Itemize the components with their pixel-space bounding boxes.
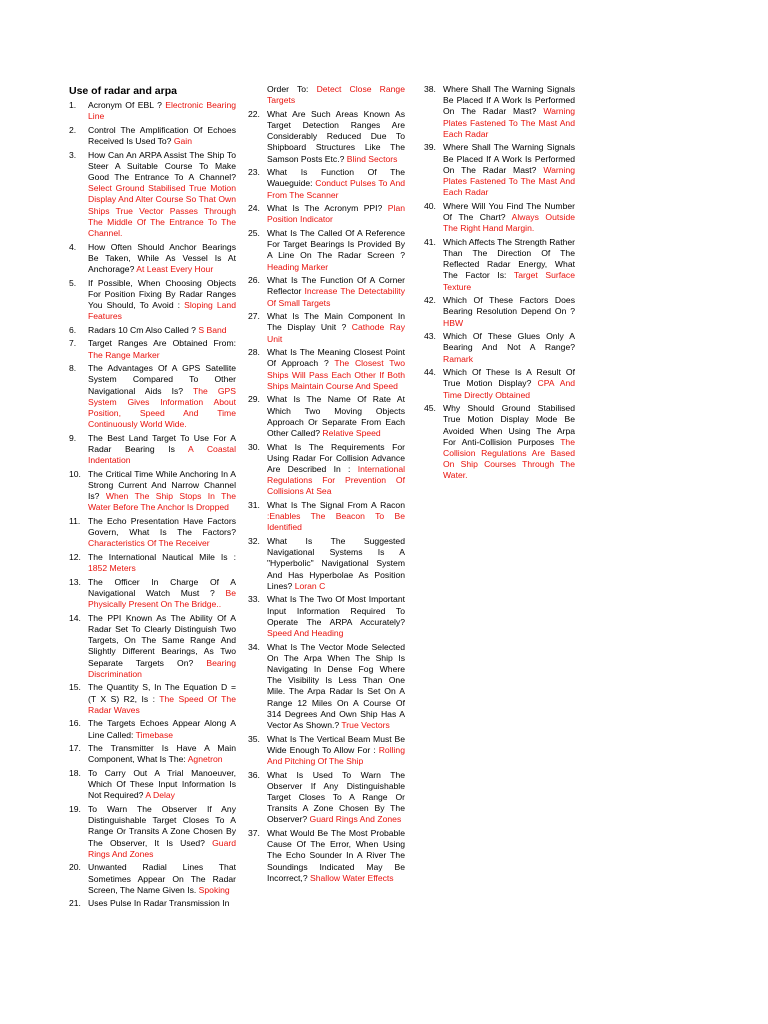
question-text: The Quantity S, In The Equation D = (T X S) R2, Is : bbox=[88, 682, 236, 704]
question-number: 27. bbox=[248, 311, 260, 322]
question-number: 22. bbox=[248, 108, 260, 119]
question-item bbox=[424, 367, 575, 401]
question-text: Which Of These Is A Result Of True Motion Display? bbox=[443, 367, 575, 389]
question-item bbox=[69, 100, 236, 122]
answer-text: Sloping Land Features bbox=[88, 300, 236, 322]
question-text: The Echo Presentation Have Factors Govern, What Is The Factors? bbox=[88, 516, 236, 538]
question-item bbox=[248, 228, 405, 273]
question-text: The Advantages Of A GPS Satellite System Compared To Other Navigational Aids Is? bbox=[88, 363, 236, 396]
question-text: What Are Such Areas Known As Target Detection Ranges Are Considerably Reduced Due To Shipboard Structures Like The Samson Posts Etc.? bbox=[267, 108, 405, 164]
question-item bbox=[248, 500, 405, 534]
question-text: The Transmitter Is Have A Main Component, What Is The: bbox=[88, 743, 236, 765]
question-text: Which Of These Factors Does Bearing Resolution Depend On ? bbox=[443, 295, 575, 317]
answer-text: Timebase bbox=[135, 729, 174, 740]
question-text: The Critical Time While Anchoring In A Strong Current And Narrow Channel Is? bbox=[88, 468, 236, 502]
question-number: 42. bbox=[424, 295, 436, 306]
question-text: Acronym Of EBL ? bbox=[88, 100, 162, 110]
question-text: What Is The Signal From A Racon bbox=[267, 500, 405, 511]
answer-text: Shallow Water Effects bbox=[310, 872, 394, 883]
answer-text: The Speed Of The Radar Waves bbox=[88, 693, 236, 715]
column-2 bbox=[248, 84, 405, 886]
answer-text: Spoking bbox=[198, 884, 230, 895]
question-number: 34. bbox=[248, 641, 260, 652]
answer-text: The GPS System Gives Information About Position, Speed And Time Continuously World Wide. bbox=[88, 385, 236, 430]
question-item bbox=[69, 718, 236, 740]
question-item bbox=[69, 338, 236, 360]
question-list-3 bbox=[424, 84, 575, 482]
question-item bbox=[248, 536, 405, 592]
question-text: Which Of These Glues Only A Bearing And Not A Range? bbox=[443, 331, 575, 353]
column-1 bbox=[69, 85, 236, 912]
question-text: Where Will You Find The Number Of The Chart? bbox=[443, 200, 575, 223]
question-item bbox=[248, 734, 405, 768]
answer-text: Be Physically Present On The Bridge.. bbox=[88, 588, 236, 610]
question-item bbox=[69, 278, 236, 323]
answer-text: Gain bbox=[173, 136, 192, 146]
question-text: What Is The Vertical Beam Must Be Wide Enough To Allow For : bbox=[267, 733, 405, 755]
question-number: 1. bbox=[69, 100, 77, 110]
question-text: The Officer In Charge Of A Navigational Watch Must ? bbox=[88, 576, 236, 599]
answer-text: The Collision Regulations Are Based On Ship Courses Through The Water. bbox=[443, 436, 575, 481]
answer-text: Bearing Discrimination bbox=[88, 657, 236, 679]
question-number: 24. bbox=[248, 203, 260, 214]
answer-text: Warning Plates Fastened To The Mast And Each Radar bbox=[443, 106, 576, 139]
question-text: How Often Should Anchor Bearings Be Taken, While As Vessel Is At Anchorage? bbox=[88, 241, 236, 275]
answer-text: HBW bbox=[443, 317, 464, 328]
question-item bbox=[248, 311, 405, 345]
question-item bbox=[69, 516, 236, 550]
question-text: What Is The Function Of A Corner Reflector bbox=[267, 275, 405, 297]
answer-text: Blind Sectors bbox=[346, 153, 398, 164]
answer-text: Conduct Pulses To And From The Scanner bbox=[267, 178, 406, 200]
answer-text: Increase The Detectability Of Small Targets bbox=[267, 286, 405, 308]
question-text: To Warn The Observer If Any Distinguishable Target Closes To A Range Or Transits A Zone Chosen By The Observer, It Is Used? bbox=[88, 804, 236, 848]
question-item bbox=[69, 613, 236, 680]
question-number: 4. bbox=[69, 241, 77, 252]
question-number: 13. bbox=[69, 576, 81, 587]
question-item bbox=[69, 862, 236, 896]
answer-text: International Regulations For Prevention Of Collisions At Sea bbox=[267, 464, 406, 497]
question-item bbox=[248, 275, 405, 309]
question-number: 7. bbox=[69, 338, 77, 349]
question-item bbox=[248, 442, 405, 498]
answer-text: A Delay bbox=[145, 790, 175, 801]
question-text: What Is The Requirements For Using Radar For Collision Advance Are Described In : bbox=[267, 441, 405, 475]
answer-text: True Vectors bbox=[341, 720, 390, 731]
question-number: 15. bbox=[69, 682, 81, 693]
question-number: 20. bbox=[69, 862, 81, 873]
question-item bbox=[69, 577, 236, 611]
question-number: 12. bbox=[69, 552, 81, 563]
question-number: 2. bbox=[69, 124, 77, 135]
answer-text: Ramark bbox=[443, 353, 474, 364]
question-text: Why Should Ground Stabilised True Motion Display Mode Be Avoided When Using The Arpa For Anti-Collision Purposes bbox=[443, 403, 575, 447]
question-text: The International Nautical Mile Is : bbox=[88, 552, 236, 563]
answer-text: Rolling And Pitching Of The Ship bbox=[267, 744, 405, 767]
question-text: Unwanted Radial Lines That Sometimes Appear On The Radar Screen, The Name Given Is. bbox=[88, 862, 236, 895]
question-item bbox=[248, 770, 405, 826]
question-number: 17. bbox=[69, 743, 81, 754]
question-number: 35. bbox=[248, 733, 260, 744]
question-item bbox=[248, 109, 405, 165]
question-item bbox=[248, 828, 405, 884]
answer-text: Loran C bbox=[294, 580, 326, 591]
question-text: What Is The Called Of A Reference For Target Bearings Is Provided By A Line On The Radar Screen ? bbox=[267, 228, 405, 261]
question-text: The Best Land Target To Use For A Radar Bearing Is bbox=[88, 432, 236, 455]
question-number: 31. bbox=[248, 500, 260, 511]
answer-text: Plan Position Indicator bbox=[267, 203, 405, 225]
question-item bbox=[424, 237, 575, 293]
question-number: 30. bbox=[248, 441, 260, 452]
question-number: 16. bbox=[69, 718, 81, 729]
question-number: 11. bbox=[69, 516, 81, 527]
question-text: What Is The Meaning Closest Point Of Approach ? bbox=[267, 347, 405, 369]
question-number: 33. bbox=[248, 594, 260, 605]
answer-text: Detect Close Range Targets bbox=[267, 84, 405, 106]
question-item bbox=[424, 201, 575, 235]
question-number: 25. bbox=[248, 228, 260, 238]
question-item bbox=[69, 804, 236, 860]
question-text: What Is The Acronym PPI? bbox=[267, 203, 383, 214]
question-number: 14. bbox=[69, 612, 81, 623]
question-text: Target Ranges Are Obtained From: bbox=[88, 338, 236, 349]
answer-text: Guard Rings And Zones bbox=[309, 814, 402, 825]
answer-text: Relative Speed bbox=[322, 428, 381, 439]
column-3 bbox=[424, 84, 575, 484]
question-number: 28. bbox=[248, 347, 260, 358]
answer-text: Characteristics Of The Receiver bbox=[88, 538, 210, 549]
question-number: 40. bbox=[424, 200, 436, 211]
answer-text: The Range Marker bbox=[88, 349, 160, 360]
question-text: What Is The Two Of Most Important Input Information Required To Operate The ARPA Accurately? bbox=[267, 594, 405, 627]
answer-text: Select Ground Stabilised True Motion Display And Alter Course So That Own Ships True Vector Passes Through The Middle Of The Entrance To The Channel. bbox=[88, 183, 236, 239]
answer-text: Speed And Heading bbox=[267, 628, 344, 639]
question-number: 39. bbox=[424, 142, 436, 153]
question-item bbox=[248, 167, 405, 201]
question-text: How Can An ARPA Assist The Ship To Steer A Suitable Course To Make Good The Entrance To A Channel? bbox=[88, 149, 236, 182]
question-item bbox=[69, 125, 236, 147]
question-item bbox=[69, 743, 236, 765]
question-text: If Possible, When Choosing Objects For Position Fixing By Radar Ranges You Should, To Avoid : bbox=[88, 277, 236, 311]
question-text: The PPI Known As The Ability Of A Radar Set To Clearly Distinguish Two Targets, On The Same Range And Slightly Different Bearings, As Two Separate Targets On? bbox=[88, 612, 236, 668]
question-item bbox=[69, 363, 236, 430]
question-item bbox=[69, 433, 236, 467]
question-item bbox=[248, 594, 405, 639]
answer-text: Electronic Bearing Line bbox=[88, 100, 237, 122]
question-number: 6. bbox=[69, 324, 77, 335]
question-number: 32. bbox=[248, 536, 260, 547]
answer-text: A Coastal Indentation bbox=[88, 444, 236, 466]
question-item bbox=[248, 84, 405, 106]
question-text: What Is Used To Warn The Observer If Any Distinguishable Target Closes To A Range Or Transits A Zone Chosen By The Observer? bbox=[267, 769, 405, 825]
question-number: 29. bbox=[248, 394, 260, 405]
answer-text: Warning Plates Fastened To The Mast And Each Radar bbox=[443, 164, 576, 198]
question-item bbox=[69, 768, 236, 802]
question-item bbox=[424, 84, 575, 140]
question-number: 18. bbox=[69, 768, 81, 779]
question-text: Where Shall The Warning Signals Be Placed If A Work Is Performed On The Radar Mast? bbox=[443, 84, 575, 117]
question-item bbox=[69, 552, 236, 574]
question-number: 21. bbox=[69, 898, 81, 909]
question-text: The Targets Echoes Appear Along A Line Called: bbox=[88, 718, 236, 740]
answer-text: At Least Every Hour bbox=[136, 264, 214, 275]
question-item bbox=[69, 469, 236, 514]
question-text: What Is Function Of The Waueguide: bbox=[267, 167, 405, 189]
question-number: 44. bbox=[424, 367, 436, 378]
question-text: Where Shall The Warning Signals Be Placed If A Work Is Performed On The Radar Mast? bbox=[443, 142, 575, 175]
document-title: Use of radar and arpa bbox=[69, 85, 177, 97]
question-item bbox=[248, 347, 405, 392]
answer-text: 1852 Meters bbox=[88, 563, 136, 574]
question-item bbox=[248, 394, 405, 439]
question-text: What Would Be The Most Probable Cause Of The Error, When Using The Echo Sounder In A River The Soundings Indicated May Be Incorrect,? bbox=[267, 828, 405, 883]
question-text: To Carry Out A Trial Manoeuver, Which Of These Input Information Is Not Required? bbox=[88, 768, 236, 801]
question-item bbox=[69, 242, 236, 276]
question-text: Radars 10 Cm Also Called ? bbox=[88, 324, 196, 335]
question-text: What Is The Name Of Rate At Which Two Moving Objects Approach Or Separate From Each Other Called? bbox=[267, 394, 405, 439]
question-number: 8. bbox=[69, 363, 77, 374]
answer-text: :Enables The Beacon To Be Identified bbox=[267, 511, 405, 533]
question-item bbox=[69, 150, 236, 240]
question-item bbox=[424, 331, 575, 365]
question-number: 43. bbox=[424, 331, 436, 342]
answer-text: S Band bbox=[198, 324, 227, 335]
question-number: 5. bbox=[69, 277, 77, 288]
question-text: Order To: bbox=[267, 84, 309, 94]
answer-text: Always Outside The Right Hand Margin. bbox=[443, 212, 576, 234]
question-number: 3. bbox=[69, 149, 77, 160]
question-item bbox=[424, 142, 575, 198]
answer-text: When The Ship Stops In The Water Before The Anchor Is Dropped bbox=[88, 491, 236, 513]
answer-text: Guard Rings And Zones bbox=[88, 837, 236, 859]
question-list-2 bbox=[248, 84, 405, 884]
question-text: Control The Amplification Of Echoes Received Is Used To? bbox=[88, 124, 236, 146]
answer-text: Agnetron bbox=[187, 754, 223, 765]
question-item bbox=[424, 403, 575, 481]
question-item bbox=[248, 642, 405, 732]
question-number: 23. bbox=[248, 167, 260, 178]
question-number: 9. bbox=[69, 432, 77, 443]
question-text: Uses Pulse In Radar Transmission In bbox=[88, 898, 230, 909]
question-number: 10. bbox=[69, 468, 81, 479]
answer-text: The Closest Two Ships Will Pass Each Other If Both Ships Maintain Course And Speed bbox=[267, 358, 405, 391]
answer-text: Heading Marker bbox=[267, 261, 329, 272]
question-number: 45. bbox=[424, 403, 436, 414]
question-list-1 bbox=[69, 100, 236, 910]
question-item bbox=[69, 898, 236, 909]
question-text: What Is The Suggested Navigational Systems Is A "Hyperbolic" Navigational System And Has Hyperbolae As Position Lines? bbox=[267, 536, 405, 591]
question-number: 37. bbox=[248, 828, 260, 839]
answer-text: Cathode Ray Unit bbox=[267, 322, 405, 344]
question-text: Which Affects The Strength Rather Than The Direction Of The Reflected Radar Energy, What The Factor Is: bbox=[443, 236, 575, 281]
question-number: 41. bbox=[424, 236, 436, 247]
question-text: What Is The Vector Mode Selected On The Arpa When The Ship Is Navigating In Dense Fog Where The Visibility Is Less Than One Mile. The Arpa Radar Is Set On A Range 12 Miles On A Course Of 314 Degrees And Own Ship Has A Vector As Shown.? bbox=[267, 641, 405, 731]
question-item bbox=[248, 203, 405, 225]
question-item bbox=[69, 682, 236, 716]
answer-text: Target Surface Texture bbox=[443, 270, 576, 292]
answer-text: CPA And Time Directly Obtained bbox=[443, 378, 575, 400]
question-number: 26. bbox=[248, 275, 260, 286]
question-item bbox=[424, 295, 575, 329]
question-number: 36. bbox=[248, 769, 260, 780]
question-number: 19. bbox=[69, 804, 81, 815]
question-text: What Is The Main Component In The Display Unit ? bbox=[267, 311, 405, 333]
question-item bbox=[69, 325, 236, 336]
question-number: 38. bbox=[424, 84, 436, 94]
